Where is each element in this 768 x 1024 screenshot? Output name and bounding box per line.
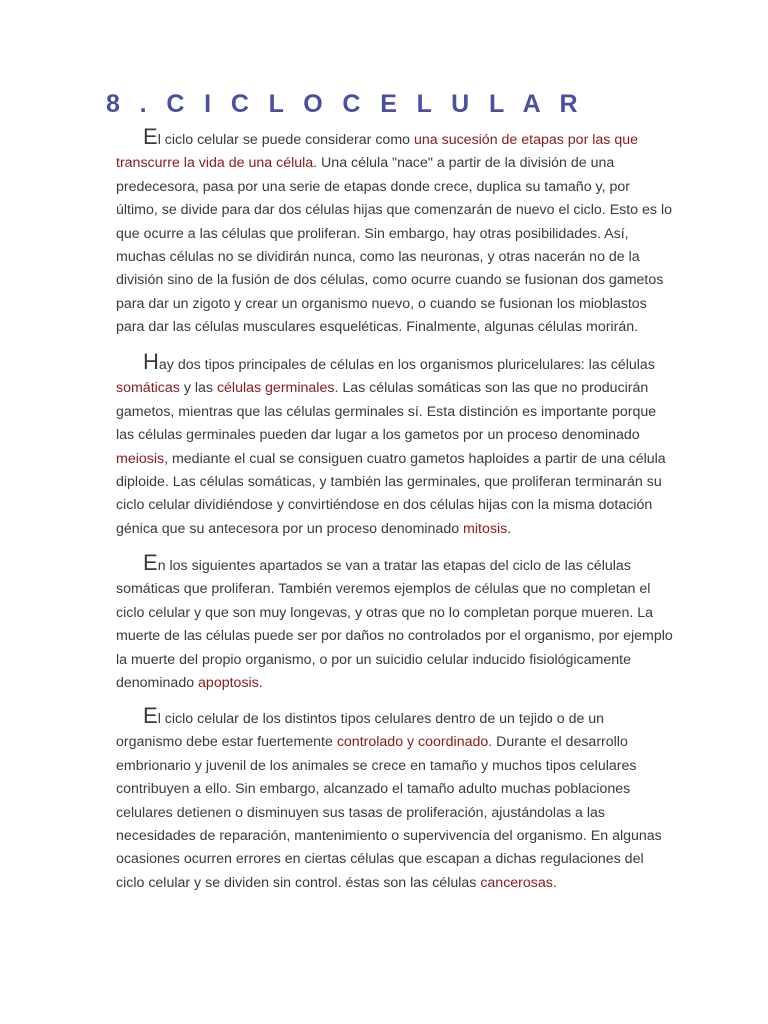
text-line bbox=[116, 672, 664, 695]
highlight-term: meiosis bbox=[116, 450, 165, 467]
text-line: para dar un zigoto y crear un organismo nuevo, o cuando se fusionan los mioblastos bbox=[116, 295, 647, 312]
drop-cap: E bbox=[143, 124, 158, 149]
text-line: necesidades de reparación, mantenimiento o supervivencia del organismo. En algunas bbox=[116, 828, 662, 845]
paragraph-3 bbox=[116, 550, 673, 695]
text-run: organismo debe estar fuertemente bbox=[116, 734, 337, 751]
paragraph-4 bbox=[116, 703, 664, 895]
text-line bbox=[116, 152, 664, 175]
text-run: . bbox=[258, 675, 263, 692]
text-run: y las bbox=[179, 380, 217, 397]
text-line bbox=[116, 550, 664, 578]
highlight-term: apoptosis bbox=[198, 675, 259, 692]
text-line: gametos, mientras que las células germinales sí. Esta distinción es importante porque bbox=[116, 403, 657, 420]
text-line: embrionario y juvenil de los animales se crece en tamaño y muchos tipos celulares bbox=[116, 757, 637, 774]
highlight-term: cancerosas bbox=[480, 874, 553, 891]
text-run: denominado bbox=[116, 675, 199, 692]
drop-cap: H bbox=[143, 349, 159, 374]
highlight-term: transcurre la vida de una célula bbox=[116, 155, 314, 172]
text-line: muchas células no se dividirán nunca, como las neuronas, y otras nacerán no de la bbox=[116, 249, 640, 266]
highlight-term: mitosis bbox=[463, 520, 508, 537]
text-line: las células germinales pueden dar lugar a los gametos por un proceso denominado bbox=[116, 427, 640, 444]
drop-cap: E bbox=[143, 703, 158, 728]
text-run: . Las células somáticas son las que no producirán bbox=[334, 380, 649, 397]
highlight-term: células germinales bbox=[216, 380, 335, 397]
text-line bbox=[116, 124, 664, 152]
text-run: . Durante el desarrollo bbox=[488, 734, 628, 751]
text-run: . bbox=[552, 874, 557, 891]
text-line: contribuyen a ello. Sin embargo, alcanzado el tamaño adulto muchas poblaciones bbox=[116, 781, 631, 798]
highlight-term: controlado y coordinado bbox=[336, 734, 489, 751]
text-run: génica que su antecesora por un proceso denominado bbox=[116, 520, 464, 537]
paragraph-2 bbox=[116, 349, 666, 541]
text-line: diploide. Las células somáticas, y también las germinales, que proliferan terminarán su bbox=[116, 474, 662, 491]
drop-cap: E bbox=[143, 550, 158, 575]
text-run: ay dos tipos principales de células en los organismos pluricelulares: las células bbox=[158, 357, 655, 373]
text-line: último, se divide para dar dos células hijas que comenzarán de nuevo el ciclo. Esto es lo bbox=[116, 202, 672, 219]
text-line bbox=[116, 703, 664, 731]
text-line: somáticas que proliferan. También veremos ejemplos de células que no completan el bbox=[116, 581, 651, 598]
text-run: l ciclo celular se puede considerar como bbox=[157, 132, 414, 148]
section-title: 8 . C I C L O C E L U L A R bbox=[106, 90, 584, 118]
text-line bbox=[116, 349, 664, 377]
text-run: n los siguientes apartados se van a tratar las etapas del ciclo de las células bbox=[157, 558, 631, 574]
text-line: ciclo celular y que son muy longevas, y otras que no lo completan porque mueren. La bbox=[116, 604, 654, 621]
text-line: muerte de las células puede ser por daños no controlados por el organismo, por ejemplo bbox=[116, 628, 673, 645]
text-line: predecesora, pasa por una serie de etapas donde crece, duplica su tamaño y, por bbox=[116, 178, 630, 195]
highlight-term: somáticas bbox=[116, 380, 180, 397]
text-line: ciclo celular dividiéndose y convirtiéndose en dos células hijas con la misma dotación bbox=[116, 497, 653, 514]
text-line: ocasiones ocurren errores en ciertas células que escapan a dichas regulaciones del bbox=[116, 851, 644, 868]
highlight-term: una sucesión de etapas por las que bbox=[413, 132, 638, 148]
paragraph-1 bbox=[116, 124, 672, 340]
text-line bbox=[116, 872, 664, 895]
text-line bbox=[116, 377, 664, 400]
text-line bbox=[116, 518, 664, 541]
text-line: celulares detienen o disminuyen sus tasas de proliferación, ajustándolas a las bbox=[116, 804, 605, 821]
text-line bbox=[116, 448, 664, 471]
text-run: l ciclo celular de los distintos tipos celulares dentro de un tejido o de un bbox=[157, 711, 605, 727]
text-line: para dar las células musculares esqueléticas. Finalmente, algunas células morirán. bbox=[116, 319, 639, 336]
text-line bbox=[116, 731, 664, 754]
text-line: la muerte del propio organismo, o por un suicidio celular inducido fisiológicamente bbox=[116, 651, 631, 668]
text-line: división sino de la fusión de dos células, como ocurre cuando se fusionan dos gametos bbox=[116, 272, 664, 289]
text-run: . Una célula "nace" a partir de la división de una bbox=[313, 155, 615, 172]
text-line: que ocurre a las células que proliferan. Sin embargo, hay otras posibilidades. Así, bbox=[116, 225, 629, 242]
text-run: . bbox=[507, 520, 512, 537]
text-run: , mediante el cual se consiguen cuatro gametos haploides a partir de una célula bbox=[164, 450, 666, 467]
text-run: ciclo celular y se dividen sin control. éstas son las células bbox=[116, 874, 481, 891]
